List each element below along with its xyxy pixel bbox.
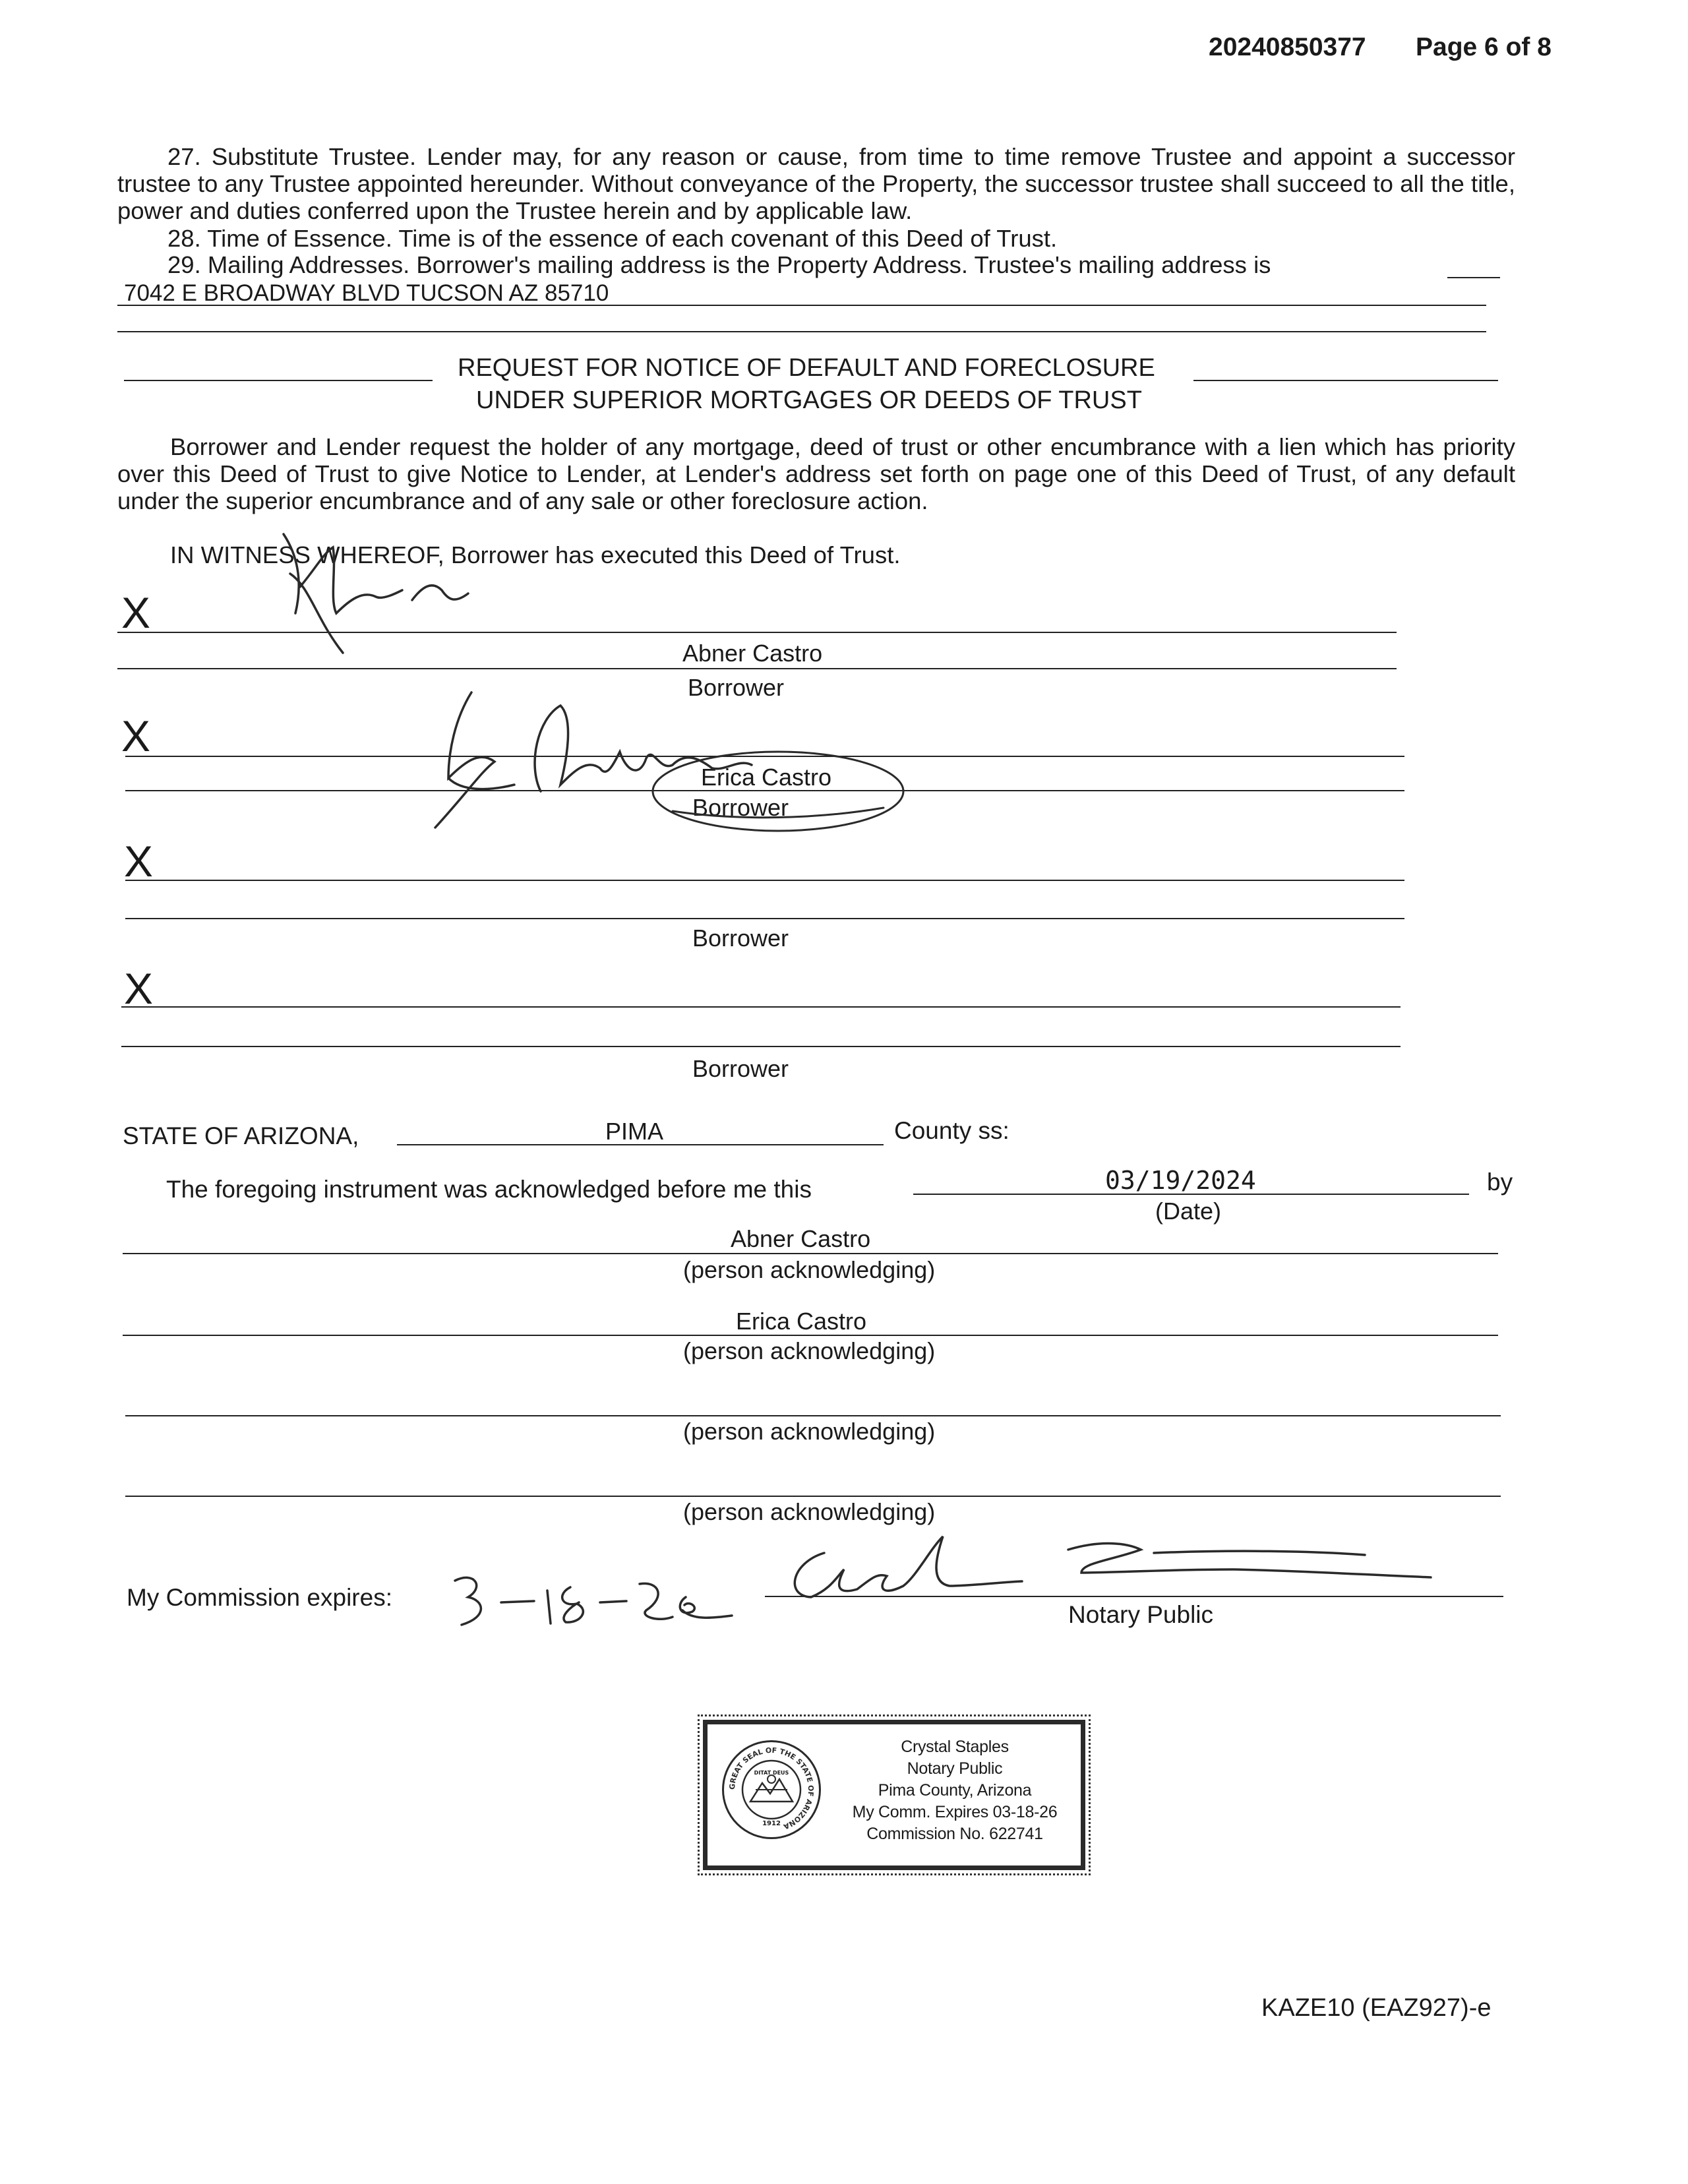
seal-motto: DITAT DEUS	[754, 1770, 789, 1776]
notary-title: Notary Public	[907, 1759, 1003, 1778]
notary-seal-stamp	[703, 1720, 1085, 1870]
acknowledging-person-line-3	[125, 1415, 1501, 1416]
acknowledging-person-caption-2: (person acknowledging)	[683, 1337, 936, 1364]
request-title-rule-right	[1193, 380, 1498, 381]
signature-line-4	[121, 1006, 1401, 1008]
commission-label: My Commission expires:	[127, 1584, 392, 1611]
by-label: by	[1487, 1168, 1513, 1196]
trustee-address-tail-line	[1447, 277, 1500, 278]
signature-mark-3: X	[124, 837, 154, 886]
commission-handwritten-date	[448, 1571, 738, 1630]
section-28-heading: 28. Time of Essence.	[167, 225, 392, 252]
section-28	[167, 225, 1057, 253]
notary-commission-expires: My Comm. Expires 03-18-26	[852, 1803, 1058, 1821]
signer-role-2: Borrower	[692, 794, 789, 821]
form-code: KAZE10 (EAZ927)-e	[1261, 1994, 1492, 2022]
acknowledging-person-name-2: Erica Castro	[736, 1308, 867, 1335]
county-label: County ss:	[894, 1117, 1010, 1144]
request-title-line-2: UNDER SUPERIOR MORTGAGES OR DEEDS OF TRUST	[476, 386, 1142, 414]
signer-role-1: Borrower	[688, 674, 785, 701]
notary-name: Crystal Staples	[901, 1738, 1009, 1756]
signature-image-2	[409, 679, 884, 831]
acknowledging-person-line-1	[123, 1253, 1498, 1254]
acknowledging-person-caption-3: (person acknowledging)	[683, 1418, 936, 1445]
witness-statement: IN WITNESS WHEREOF, Borrower has executed this Deed of Trust.	[170, 541, 901, 568]
signature-mark-4: X	[124, 964, 154, 1013]
signer-name-line-1	[117, 668, 1397, 669]
trustee-address-line-1	[117, 305, 1486, 306]
section-29-body: Borrower's mailing address is the Property Address. Trustee's mailing address is	[416, 251, 1271, 278]
notary-seal-text	[826, 1736, 1083, 1845]
signature-mark-1: X	[121, 588, 151, 637]
acknowledging-person-line-2	[123, 1335, 1498, 1336]
state-seal	[722, 1740, 821, 1839]
signer-role-4: Borrower	[692, 1055, 789, 1082]
signature-line-3	[125, 880, 1404, 881]
page-indicator: Page 6 of 8	[1416, 33, 1552, 61]
date-caption: (Date)	[1155, 1198, 1222, 1225]
notary-caption: Notary Public	[1068, 1601, 1214, 1628]
signer-name-line-4	[121, 1046, 1401, 1047]
notary-commission-number: Commission No. 622741	[866, 1825, 1043, 1843]
state-label: STATE OF ARIZONA,	[123, 1122, 359, 1149]
acknowledging-person-caption-4: (person acknowledging)	[683, 1498, 936, 1525]
trustee-address-line-2	[117, 331, 1486, 332]
acknowledgment-intro: The foregoing instrument was acknowledged before me this	[166, 1176, 812, 1203]
request-title-rule-left	[124, 380, 433, 381]
signature-image-1	[270, 528, 495, 659]
section-29-heading: 29. Mailing Addresses.	[167, 251, 410, 278]
trustee-address: 7042 E BROADWAY BLVD TUCSON AZ 85710	[124, 280, 609, 306]
signature-mark-2: X	[121, 712, 151, 760]
seal-ring-text: GREAT SEAL OF THE STATE OF ARIZONA	[727, 1745, 816, 1831]
seal-year: 1912	[762, 1820, 781, 1827]
request-body-text: Borrower and Lender request the holder of any mortgage, deed of trust or other encumbrance with a lien which has priority over this Deed of Trust to give Notice to Lender, at Lender's address set forth on page one of this Deed of Trust, of any default under the superior encumbrance and of any sale or other foreclosure action.	[117, 433, 1515, 514]
signer-role-3: Borrower	[692, 925, 789, 952]
date-value: 03/19/2024	[1105, 1166, 1256, 1195]
section-27-heading: 27. Substitute Trustee.	[167, 143, 417, 170]
signer-name-1: Abner Castro	[682, 640, 823, 667]
section-27-body: Lender may, for any reason or cause, from time to time remove Trustee and appoint a successor trustee to any Trustee appointed hereunder. Without conveyance of the Property, the successor trustee shall succeed to all the title, power and duties conferred upon the Trustee herein and by applicable law.	[117, 143, 1515, 224]
signer-name-2: Erica Castro	[701, 764, 832, 791]
acknowledging-person-line-4	[125, 1496, 1501, 1497]
document-number: 20240850377	[1209, 33, 1366, 61]
section-29	[167, 251, 1271, 279]
request-body	[117, 433, 1515, 514]
acknowledging-person-caption-1: (person acknowledging)	[683, 1256, 936, 1283]
section-28-body: Time is of the essence of each covenant of this Deed of Trust.	[398, 225, 1058, 252]
county-value: PIMA	[605, 1118, 664, 1145]
section-27	[117, 143, 1515, 224]
request-title-line-1: REQUEST FOR NOTICE OF DEFAULT AND FORECLOSURE	[458, 354, 1155, 382]
acknowledging-person-name-1: Abner Castro	[731, 1225, 871, 1252]
notary-signature-image	[771, 1523, 1444, 1609]
signer-name-line-3	[125, 918, 1404, 919]
notary-county: Pima County, Arizona	[878, 1781, 1032, 1800]
